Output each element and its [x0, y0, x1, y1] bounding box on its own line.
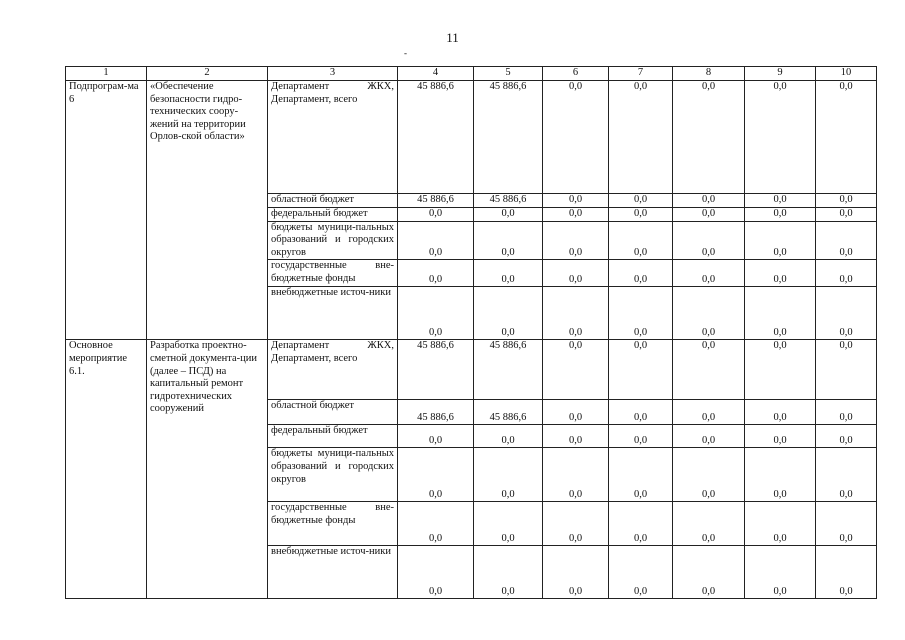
value-cell: 45 886,6 — [474, 400, 543, 425]
funding-source-cell: Департамент ЖКХ, Департамент, всего — [268, 81, 398, 194]
value-cell: 0,0 — [543, 81, 609, 194]
value-cell: 0,0 — [398, 208, 474, 222]
page-number: 11 — [446, 30, 459, 45]
value-cell: 0,0 — [474, 208, 543, 222]
value-cell: 0,0 — [474, 502, 543, 546]
header-cell: 6 — [543, 67, 609, 81]
value-cell: 0,0 — [816, 260, 877, 287]
value-cell: 0,0 — [543, 208, 609, 222]
funding-source-cell: бюджеты муници-пальных образований и городских округов — [268, 221, 398, 260]
value-cell: 0,0 — [398, 502, 474, 546]
value-cell: 0,0 — [609, 208, 673, 222]
table-row — [66, 340, 877, 400]
value-cell: 0,0 — [816, 287, 877, 340]
value-cell: 0,0 — [745, 260, 816, 287]
header-row — [66, 67, 877, 81]
value-cell: 0,0 — [673, 340, 745, 400]
value-cell: 0,0 — [609, 260, 673, 287]
value-cell: 0,0 — [816, 340, 877, 400]
value-cell: 0,0 — [543, 502, 609, 546]
value-cell: 0,0 — [543, 425, 609, 448]
value-cell: 45 886,6 — [398, 194, 474, 208]
value-cell: 45 886,6 — [398, 400, 474, 425]
value-cell: 0,0 — [474, 260, 543, 287]
value-cell: 0,0 — [673, 502, 745, 546]
value-cell: 45 886,6 — [398, 340, 474, 400]
value-cell: 0,0 — [745, 546, 816, 599]
value-cell: 0,0 — [543, 221, 609, 260]
value-cell: 0,0 — [673, 260, 745, 287]
value-cell: 0,0 — [745, 502, 816, 546]
value-cell: 0,0 — [543, 260, 609, 287]
value-cell: 0,0 — [543, 400, 609, 425]
value-cell: 0,0 — [673, 400, 745, 425]
value-cell: 0,0 — [816, 81, 877, 194]
header-cell: 1 — [66, 67, 147, 81]
value-cell: 0,0 — [745, 448, 816, 502]
value-cell: 45 886,6 — [398, 81, 474, 194]
value-cell: 0,0 — [609, 448, 673, 502]
value-cell: 0,0 — [543, 340, 609, 400]
value-cell: 0,0 — [543, 546, 609, 599]
value-cell: 0,0 — [673, 81, 745, 194]
value-cell: 0,0 — [816, 546, 877, 599]
header-cell: 8 — [673, 67, 745, 81]
value-cell: 0,0 — [673, 208, 745, 222]
funding-source-cell: областной бюджет — [268, 400, 398, 425]
value-cell: 0,0 — [816, 448, 877, 502]
value-cell: 0,0 — [816, 425, 877, 448]
value-cell: 0,0 — [745, 287, 816, 340]
value-cell: 0,0 — [673, 221, 745, 260]
table-row — [66, 81, 877, 194]
header-cell: 3 — [268, 67, 398, 81]
value-cell: 0,0 — [398, 260, 474, 287]
value-cell: 0,0 — [609, 400, 673, 425]
value-cell: 0,0 — [609, 287, 673, 340]
value-cell: 0,0 — [474, 287, 543, 340]
program-title-cell: «Обеспечение безопасности гидро-технических соору-жений на территории Орлов-ской области» — [147, 81, 268, 340]
header-cell: 10 — [816, 67, 877, 81]
value-cell: 45 886,6 — [474, 81, 543, 194]
header-cell: 4 — [398, 67, 474, 81]
value-cell: 0,0 — [745, 221, 816, 260]
value-cell: 0,0 — [474, 546, 543, 599]
header-cell: 5 — [474, 67, 543, 81]
value-cell: 0,0 — [474, 425, 543, 448]
page-dash: - — [404, 48, 407, 58]
value-cell: 0,0 — [609, 221, 673, 260]
value-cell: 0,0 — [745, 400, 816, 425]
funding-source-cell: федеральный бюджет — [268, 208, 398, 222]
value-cell: 0,0 — [673, 425, 745, 448]
value-cell: 0,0 — [398, 546, 474, 599]
value-cell: 0,0 — [609, 194, 673, 208]
value-cell: 0,0 — [745, 81, 816, 194]
value-cell: 0,0 — [816, 208, 877, 222]
value-cell: 0,0 — [816, 400, 877, 425]
value-cell: 0,0 — [745, 208, 816, 222]
value-cell: 0,0 — [745, 340, 816, 400]
funding-source-cell: государственные вне-бюджетные фонды — [268, 502, 398, 546]
header-cell: 7 — [609, 67, 673, 81]
value-cell: 0,0 — [543, 194, 609, 208]
value-cell: 0,0 — [816, 194, 877, 208]
header-cell: 9 — [745, 67, 816, 81]
funding-source-cell: федеральный бюджет — [268, 425, 398, 448]
program-code-cell: Основное мероприятие 6.1. — [66, 340, 147, 599]
value-cell: 0,0 — [398, 287, 474, 340]
value-cell: 0,0 — [673, 448, 745, 502]
value-cell: 45 886,6 — [474, 340, 543, 400]
value-cell: 0,0 — [398, 448, 474, 502]
value-cell: 0,0 — [398, 425, 474, 448]
value-cell: 0,0 — [609, 425, 673, 448]
value-cell: 0,0 — [543, 448, 609, 502]
value-cell: 0,0 — [673, 546, 745, 599]
funding-source-cell: областной бюджет — [268, 194, 398, 208]
funding-source-cell: государственные вне-бюджетные фонды — [268, 260, 398, 287]
value-cell: 0,0 — [609, 502, 673, 546]
value-cell: 0,0 — [609, 81, 673, 194]
program-code-cell: Подпрограм-ма 6 — [66, 81, 147, 340]
value-cell: 0,0 — [745, 194, 816, 208]
value-cell: 0,0 — [398, 221, 474, 260]
value-cell: 0,0 — [474, 448, 543, 502]
value-cell: 0,0 — [673, 194, 745, 208]
value-cell: 45 886,6 — [474, 194, 543, 208]
budget-table — [65, 66, 877, 599]
value-cell: 0,0 — [673, 287, 745, 340]
value-cell: 0,0 — [609, 546, 673, 599]
funding-source-cell: внебюджетные источ-ники — [268, 287, 398, 340]
value-cell: 0,0 — [474, 221, 543, 260]
value-cell: 0,0 — [816, 221, 877, 260]
header-cell: 2 — [147, 67, 268, 81]
value-cell: 0,0 — [543, 287, 609, 340]
value-cell: 0,0 — [816, 502, 877, 546]
value-cell: 0,0 — [745, 425, 816, 448]
value-cell: 0,0 — [609, 340, 673, 400]
funding-source-cell: бюджеты муници-пальных образований и городских округов — [268, 448, 398, 502]
funding-source-cell: Департамент ЖКХ, Департамент, всего — [268, 340, 398, 400]
funding-source-cell: внебюджетные источ-ники — [268, 546, 398, 599]
program-title-cell: Разработка проектно-сметной документа-ции (далее – ПСД) на капитальный ремонт гидротехнических сооружений — [147, 340, 268, 599]
